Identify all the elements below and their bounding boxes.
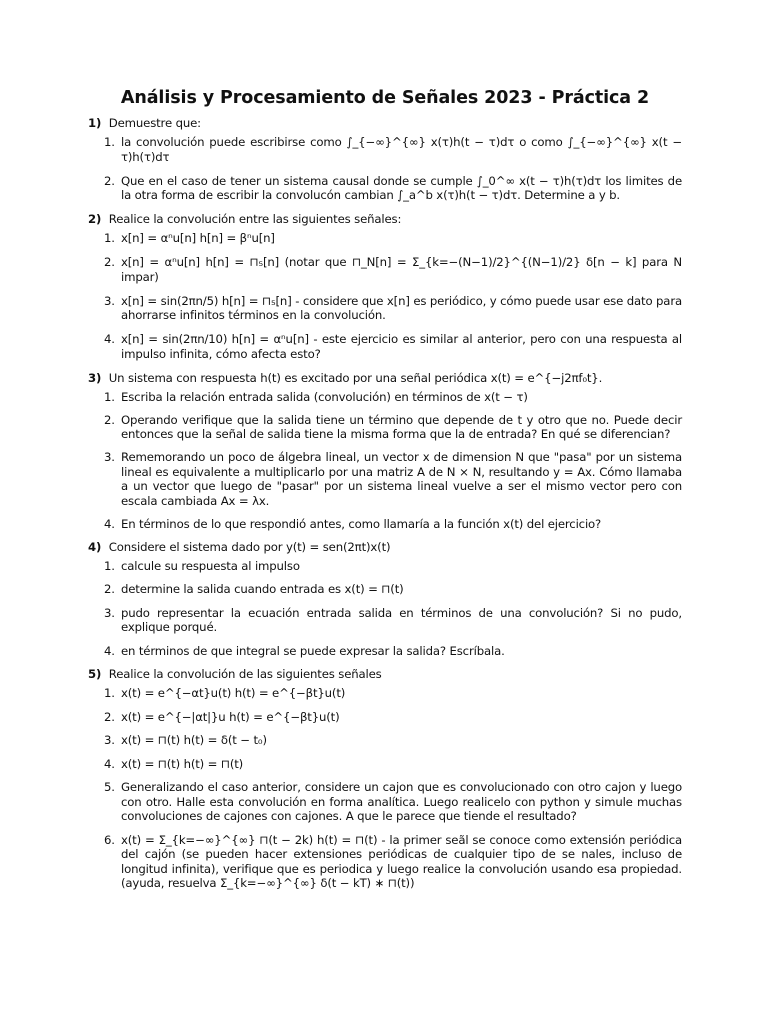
list-item (104, 606, 682, 635)
list-item (104, 294, 682, 323)
item-text: determine la salida cuando entrada es x(t) = ⊓(t) (121, 582, 404, 596)
list-item (104, 582, 682, 597)
problem-text: Considere el sistema dado por y(t) = sen(2πt)x(t) (108, 539, 391, 554)
item-list (88, 135, 682, 203)
item-marker: 4. (104, 756, 115, 771)
problem-text: Demuestre que: (108, 116, 201, 130)
list-item (104, 332, 682, 361)
list-item (104, 644, 682, 659)
item-text: calcule su respuesta al impulso (121, 558, 300, 573)
page-title: Análisis y Procesamiento de Señales 2023 - Práctica 2 (120, 88, 650, 108)
item-marker: 2. (104, 255, 115, 269)
list-item (104, 710, 682, 725)
item-marker: 4. (104, 643, 115, 658)
problem-number: 2) (88, 212, 102, 226)
problem-statement (88, 667, 682, 682)
item-marker: 1. (104, 686, 115, 700)
item-marker: 3. (104, 733, 115, 747)
item-text: Generalizando el caso anterior, considere un cajon que es convolucionado con otro cajon y luego con otro. Halle esta convolución en forma analítica. Luego realicelo con python y simule muchas convoluciones de cajones con cajones. A que le parece que tiende el resultado? (121, 780, 682, 823)
list-item (104, 450, 682, 508)
list-item (104, 413, 682, 442)
problem-statement (88, 212, 682, 227)
item-text: x(t) = e^{−|αt|}u h(t) = e^{−βt}u(t) (121, 709, 340, 724)
list-item (104, 780, 682, 824)
item-marker: 1. (104, 558, 115, 573)
problem-number: 5) (88, 667, 102, 681)
item-text: x(t) = ⊓(t) h(t) = ⊓(t) (121, 756, 244, 771)
item-marker: 1. (104, 231, 115, 245)
item-text: Operando verifique que la salida tiene un término que depende de t y otro que no. Puede decir entonces que la señal de salida tiene la misma forma que la de entrada? En qué se diferencian? (121, 412, 682, 441)
list-item (104, 517, 682, 532)
list-item (104, 833, 682, 891)
item-text: x[n] = sin(2πn/5) h[n] = ⊓₅[n] - considere que x[n] es periódico, y cómo puede usar ese dato para ahorrarse infinitos términos en la convolución. (121, 293, 682, 322)
item-text: x(t) = Σ_{k=−∞}^{∞} ⊓(t − 2k) h(t) = ⊓(t) - la primer seãl se conoce como extensión periódica del cajón (se pueden hacer extensiones periódicas de cualquier tipo de se nales, incluso de longitud infinita), verifique que es periodica y luego realice la convolución usando esa propiedad. (ayuda, resuelva Σ_{k=−∞}^{∞} δ(t − kT) ∗ ⊓(t)) (121, 832, 682, 890)
list-item (104, 231, 682, 246)
item-list (88, 390, 682, 532)
problem-text: Realice la convolución entre las siguientes señales: (108, 212, 402, 226)
item-text: la convolución puede escribirse como ∫_{−∞}^{∞} x(τ)h(t − τ)dτ o como ∫_{−∞}^{∞} x(t − τ)h(τ)dτ (121, 135, 682, 164)
item-text: x(t) = ⊓(t) h(t) = δ(t − t₀) (121, 733, 267, 747)
problem-text: Un sistema con respuesta h(t) es excitado por una señal periódica x(t) = e^{−j2πf₀t}. (108, 370, 603, 385)
problem-5 (88, 667, 682, 891)
problem-2 (88, 212, 682, 361)
item-text: Que en el caso de tener un sistema causal donde se cumple ∫_0^∞ x(t − τ)h(τ)dτ los limites de la otra forma de escribir la convolucón cambian ∫_a^b x(τ)h(t − τ)dτ. Determine a y b. (121, 173, 682, 202)
item-text: En términos de lo que respondió antes, como llamaría a la función x(t) del ejercicio? (121, 516, 602, 531)
item-marker: 2. (104, 412, 115, 427)
item-marker: 3. (104, 293, 115, 308)
problem-number: 4) (88, 539, 102, 554)
list-item (104, 135, 682, 164)
item-marker: 2. (104, 709, 115, 724)
list-item (104, 733, 682, 748)
item-marker: 2. (104, 173, 115, 188)
problem-statement (88, 371, 682, 386)
list-item (104, 757, 682, 772)
list-item (104, 174, 682, 203)
list-item (104, 255, 682, 284)
item-text: en términos de que integral se puede expresar la salida? Escríbala. (121, 643, 505, 658)
item-text: Escriba la relación entrada salida (convolución) en términos de x(t − τ) (121, 389, 528, 404)
item-marker: 4. (104, 516, 115, 531)
item-marker: 3. (104, 605, 115, 620)
item-marker: 1. (104, 135, 115, 149)
item-marker: 5. (104, 780, 115, 794)
list-item (104, 390, 682, 405)
item-text: x(t) = e^{−αt}u(t) h(t) = e^{−βt}u(t) (121, 686, 346, 700)
item-marker: 4. (104, 332, 115, 346)
item-list (88, 686, 682, 891)
item-text: x[n] = αⁿu[n] h[n] = βⁿu[n] (121, 231, 275, 245)
item-marker: 2. (104, 582, 115, 596)
problem-statement (88, 116, 682, 131)
item-text: Rememorando un poco de álgebra lineal, un vector x de dimension N que "pasa" por un sistema lineal es equivalente a multiplicarlo por una matriz A de N × N, resultando y = Ax. Cómo llamaba a un vector que luego de "pasar" por un sistema lineal vuelve a ser el mismo vector pero con escala cambiada Ax = λx. (121, 450, 682, 508)
problem-3 (88, 371, 682, 532)
item-list (88, 231, 682, 361)
problem-4 (88, 540, 682, 659)
item-list (88, 559, 682, 659)
item-marker: 3. (104, 450, 115, 464)
item-text: pudo representar la ecuación entrada salida en términos de una convolución? Si no pudo, explique porqué. (121, 605, 682, 634)
item-text: x[n] = αⁿu[n] h[n] = ⊓₅[n] (notar que ⊓_N[n] = Σ_{k=−(N−1)/2}^{(N−1)/2} δ[n − k] para N impar) (121, 255, 682, 284)
item-marker: 6. (104, 832, 115, 847)
list-item (104, 559, 682, 574)
list-item (104, 686, 682, 701)
problem-number: 3) (88, 370, 102, 385)
item-marker: 1. (104, 389, 115, 404)
problem-1 (88, 116, 682, 203)
problem-statement (88, 540, 682, 555)
problem-text: Realice la convolución de las siguientes señales (108, 667, 382, 681)
problem-number: 1) (88, 116, 102, 130)
item-text: x[n] = sin(2πn/10) h[n] = αⁿu[n] - este ejercicio es similar al anterior, pero con una respuesta al impulso infinita, cómo afecta esto? (121, 332, 682, 361)
